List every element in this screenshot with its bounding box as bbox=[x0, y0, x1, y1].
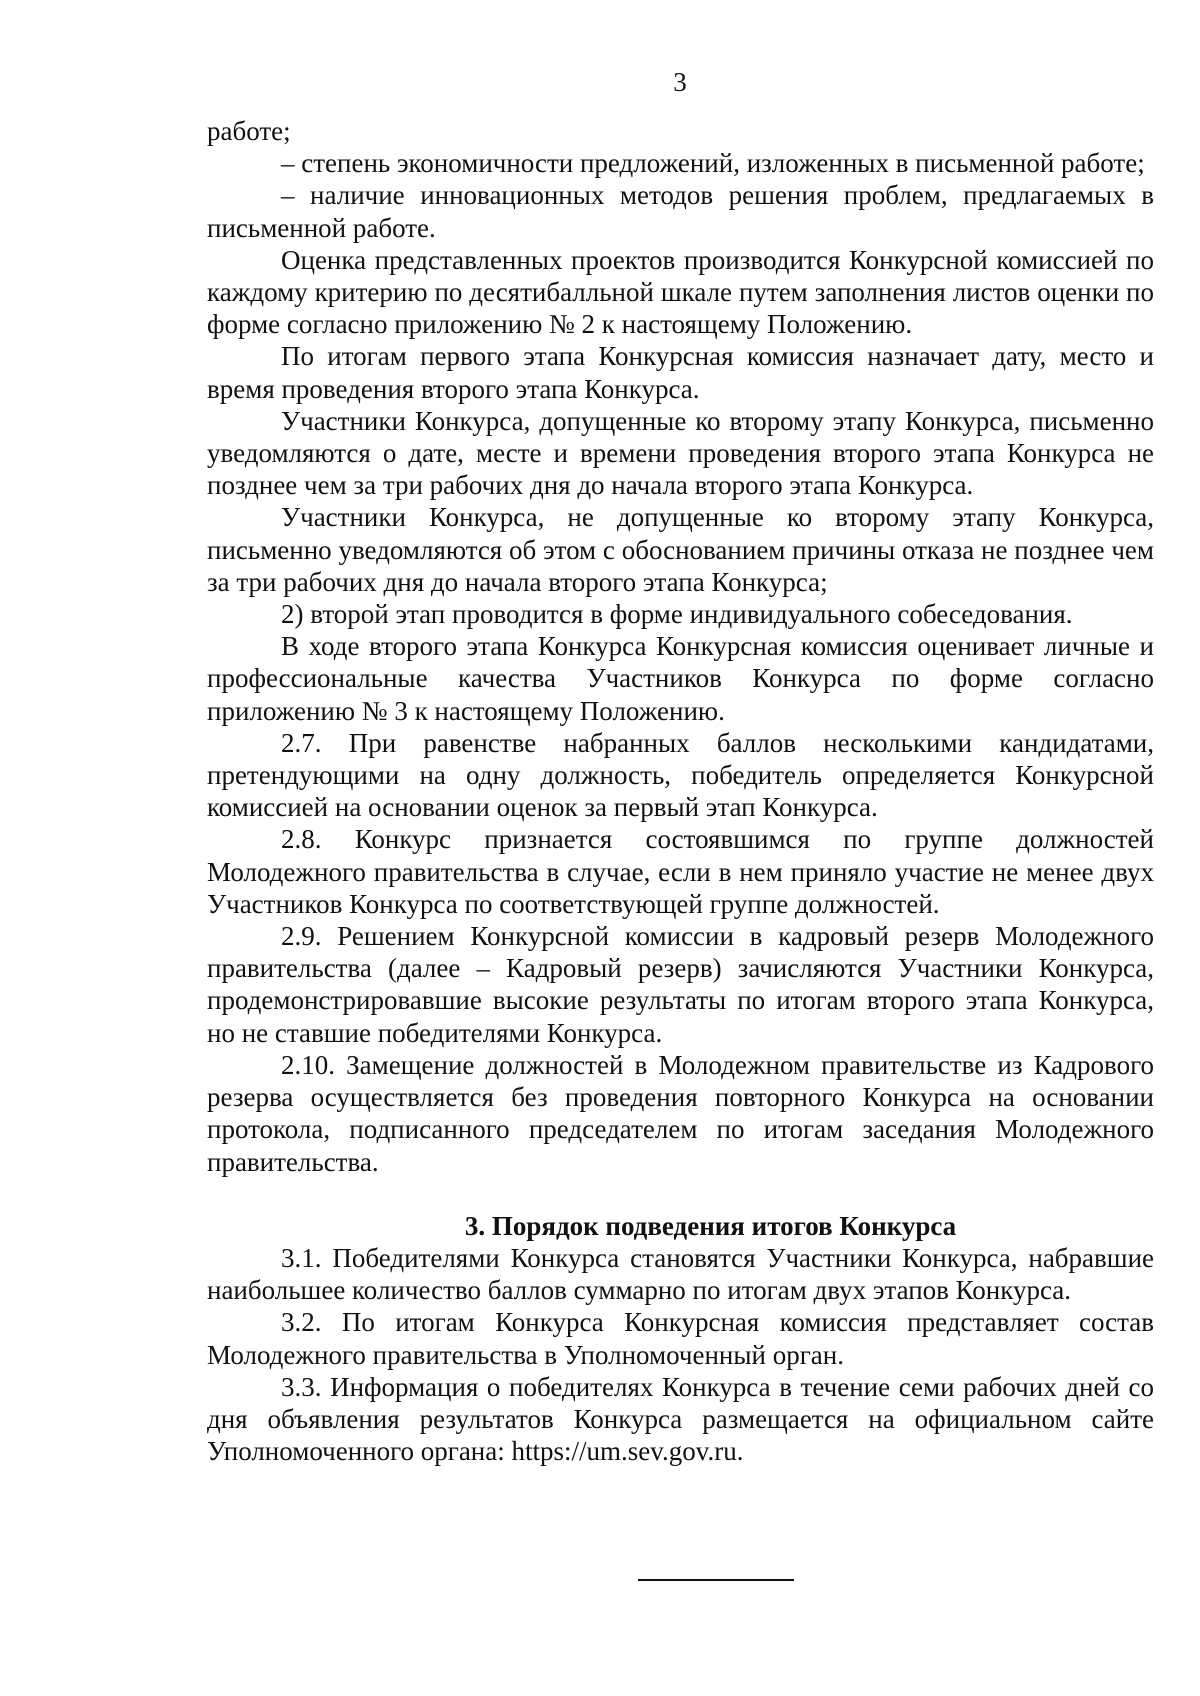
paragraph: По итогам первого этапа Конкурсная комиссия назначает дату, место и время проведения второго этапа Конкурса. bbox=[207, 341, 1154, 404]
paragraph: 2.9. Решением Конкурсной комиссии в кадровый резерв Молодежного правительства (далее – Кадровый резерв) зачисляются Участники Конкурса, продемонстрировавшие высокие результаты по итогам второго этапа Конкурса, но не ставшие победителями Конкурса. bbox=[207, 921, 1154, 1048]
paragraph: 2) второй этап проводится в форме индивидуального собеседования. bbox=[281, 599, 1073, 630]
paragraph: – наличие инновационных методов решения проблем, предлагаемых в письменной работе. bbox=[207, 180, 1154, 243]
paragraph: 3.2. По итогам Конкурса Конкурсная комиссия представляет состав Молодежного правительства в Уполномоченный орган. bbox=[207, 1307, 1154, 1370]
section-heading: 3. Порядок подведения итогов Конкурса bbox=[464, 1210, 957, 1241]
paragraph: 3.3. Информация о победителях Конкурса в течение семи рабочих дней со дня объявления результатов Конкурса размещается на официальном сайте Уполномоченного органа: https://um.sev.gov.ru. bbox=[207, 1371, 1154, 1467]
paragraph: 2.8. Конкурс признается состоявшимся по группе должностей Молодежного правительства в случае, если в нем приняло участие не менее двух Участников Конкурса по соответствующей группе должностей. bbox=[207, 824, 1154, 919]
paragraph: работе; bbox=[207, 116, 291, 146]
paragraph: 2.10. Замещение должностей в Молодежном правительстве из Кадрового резерва осуществляется без проведения повторного Конкурса на основании протокола, подписанного председателем по итогам заседания Молодежного правительства. bbox=[207, 1049, 1154, 1177]
paragraph: – степень экономичности предложений, изложенных в письменной работе; bbox=[281, 148, 1145, 179]
paragraph: Участники Конкурса, не допущенные ко второму этапу Конкурса, письменно уведомляются об этом с обоснованием причины отказа не позднее чем за три рабочих дня до начала второго этапа Конкурса; bbox=[207, 502, 1154, 597]
page-number: 3 bbox=[673, 67, 687, 97]
paragraph: Участники Конкурса, допущенные ко второму этапу Конкурса, письменно уведомляются о дате, месте и времени проведения второго этапа Конкурса не позднее чем за три рабочих дня до начала второго этапа Конкурса. bbox=[207, 405, 1154, 501]
paragraph: В ходе второго этапа Конкурса Конкурсная комиссия оценивает личные и профессиональные качества Участников Конкурса по форме согласно приложению № 3 к настоящему Положению. bbox=[207, 631, 1154, 726]
page-body bbox=[207, 115, 1154, 1467]
end-of-document-rule bbox=[638, 1579, 794, 1581]
paragraph: 2.7. При равенстве набранных баллов несколькими кандидатами, претендующими на одну должность, победитель определяется Конкурсной комиссией на основании оценок за первый этап Конкурса. bbox=[207, 727, 1154, 823]
paragraph: Оценка представленных проектов производится Конкурсной комиссией по каждому критерию по десятибалльной шкале путем заполнения листов оценки по форме согласно приложению № 2 к настоящему Положению. bbox=[207, 244, 1154, 340]
paragraph: 3.1. Победителями Конкурса становятся Участники Конкурса, набравшие наибольшее количество баллов суммарно по итогам двух этапов Конкурса. bbox=[207, 1242, 1154, 1306]
